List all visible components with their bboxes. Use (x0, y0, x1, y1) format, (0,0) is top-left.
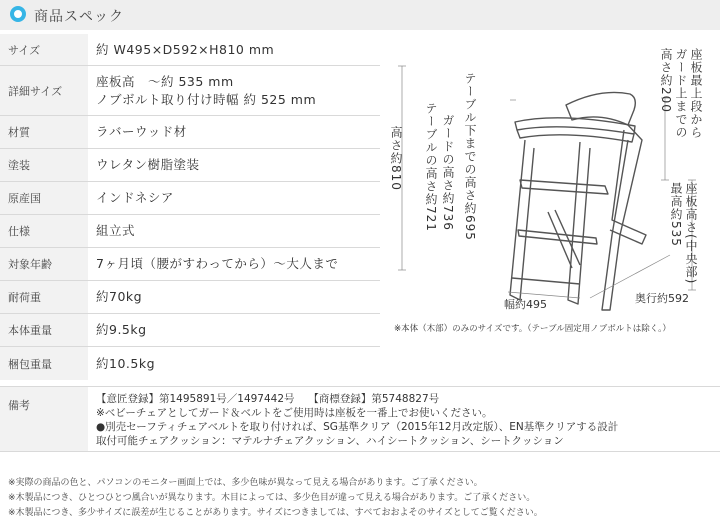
spec-label: 本体重量 (0, 314, 88, 346)
spec-value-line: 約10.5kg (96, 355, 156, 371)
remarks-label: 備考 (0, 387, 88, 451)
spec-value-line: 組立式 (96, 223, 136, 238)
dim-seat-height-line2: 最高約535 (669, 182, 683, 247)
dim-seat-to-guard-line2: ガード上までの (674, 48, 688, 139)
spec-row-load-capacity (0, 281, 380, 314)
spec-label: 詳細サイズ (0, 66, 88, 115)
note-line: ※木製品につき、ひとつひとつ風合いが異なります。木目によっては、多少色目が違って見える場合があります。ご了承ください。 (8, 493, 536, 503)
dim-seat-to-guard-line3: 高さ約200 (659, 48, 673, 113)
spec-row-material (0, 116, 380, 149)
spec-value-line: インドネシア (96, 190, 174, 205)
remarks-line: ●別売セーフティチェアベルトを取り付ければ、SG基準クリア（2015年12月改定版）、EN基準クリアする設計 (96, 421, 619, 433)
spec-value (88, 34, 380, 65)
spec-row-package-weight (0, 347, 380, 380)
spec-value-line: ラバーウッド材 (96, 124, 187, 139)
spec-label: 原産国 (0, 182, 88, 214)
chair-dimension-diagram (380, 30, 720, 350)
spec-label: サイズ (0, 34, 88, 65)
spec-value-line: ノブボルト取り付け時幅 約 525 mm (96, 91, 317, 107)
spec-table (0, 34, 380, 380)
notes (8, 476, 543, 521)
spec-label: 材質 (0, 116, 88, 148)
spec-value (88, 182, 380, 214)
dim-seat-height-line1: 座板高さ(中央部) (684, 182, 698, 285)
spec-value (88, 149, 380, 181)
spec-value (88, 116, 380, 148)
spec-label: 仕様 (0, 215, 88, 247)
remarks-line: 取付可能チェアクッション：マテルナチェアクッション、ハイシートクッション、シートクッション (96, 435, 564, 447)
diagram-caption: ※本体（木部）のみのサイズです。（テーブル固定用ノブボルトは除く。） (394, 324, 671, 334)
spec-value (88, 281, 380, 313)
spec-row-detail-size (0, 66, 380, 116)
spec-value-line: 約 W495×D592×H810 mm (96, 41, 275, 57)
spec-value-line: 座板高 ～約 535 mm (96, 73, 234, 89)
spec-label: 耐荷重 (0, 281, 88, 313)
section-header (0, 0, 720, 30)
spec-row-origin (0, 182, 380, 215)
spec-value (88, 66, 380, 115)
circle-bullet-icon (10, 6, 26, 22)
remarks-line: 【意匠登録】第1495891号／1497442号 【商標登録】第5748827号 (96, 393, 440, 405)
dim-table-height: テーブルの高さ約721 (424, 102, 438, 232)
remarks-row (0, 386, 720, 452)
spec-value (88, 215, 380, 247)
dim-seat-to-guard-line1: 座板最上段から (689, 48, 703, 139)
dim-guard-height: ガードの高さ約736 (441, 114, 455, 231)
note-line: ※実際の商品の色と、パソコンのモニター画面上では、多少色味が異なって見える場合があります。ご了承ください。 (8, 478, 483, 488)
spec-label: 対象年齢 (0, 248, 88, 280)
spec-value-line: 約70kg (96, 289, 143, 304)
spec-value-line: 約9.5kg (96, 322, 147, 337)
spec-value (88, 314, 380, 346)
dim-total-height: 高さ約810 (389, 126, 403, 191)
note-line: ※木製品につき、多少サイズに誤差が生じることがあります。サイズにつきましては、すべておおよそのサイズとしてご覧ください。 (8, 508, 543, 518)
spec-row-finish (0, 149, 380, 182)
spec-row-target-age (0, 248, 380, 281)
dim-depth: 奥行約592 (635, 292, 689, 305)
spec-row-size (0, 34, 380, 66)
dim-under-table-height: テーブル下までの高さ約695 (463, 72, 477, 241)
spec-label: 梱包重量 (0, 347, 88, 380)
spec-value (88, 347, 380, 380)
spec-row-body-weight (0, 314, 380, 347)
spec-value (88, 248, 380, 280)
remarks-value (88, 387, 720, 451)
dim-width: 幅約495 (504, 298, 547, 311)
section-title: 商品スペック (34, 9, 124, 25)
spec-value-line: ウレタン樹脂塗装 (96, 157, 200, 172)
spec-row-spec (0, 215, 380, 248)
remarks-line: ※ベビーチェアとしてガード＆ベルトをご使用時は座板を一番上でお使いください。 (96, 407, 493, 419)
spec-value-line: 7ヶ月頃（腰がすわってから）～大人まで (96, 256, 339, 271)
spec-label: 塗装 (0, 149, 88, 181)
